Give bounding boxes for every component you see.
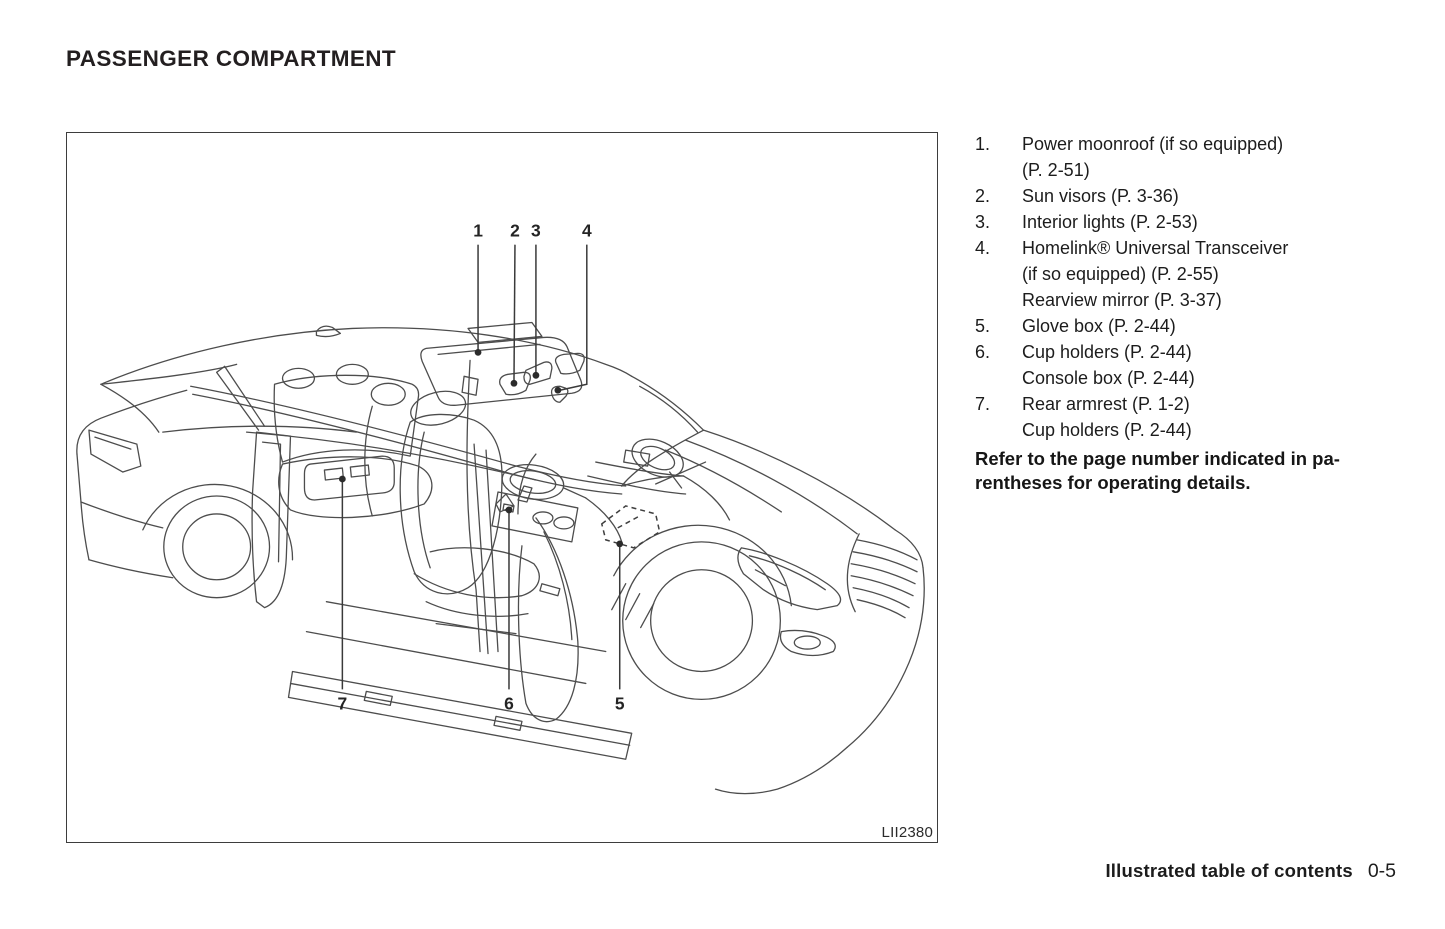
legend-item-text	[1022, 339, 1415, 391]
legend-line: Glove box (P. 2-44)	[1022, 316, 1176, 336]
moonroof-glass-panel	[468, 322, 542, 342]
callout-number-2: 2	[510, 220, 520, 241]
legend-item-text	[1022, 183, 1415, 209]
legend-item-1	[975, 131, 1415, 183]
legend-item-4	[975, 235, 1415, 313]
rear-door-frame	[217, 366, 265, 430]
antenna-fin	[316, 326, 340, 336]
callout-number-3: 3	[531, 220, 541, 241]
callout-number-7: 7	[337, 693, 348, 714]
front-wheel-arch	[614, 525, 792, 605]
rear-armrest	[304, 456, 394, 500]
grille-slat-1	[857, 540, 917, 560]
callout-number-6: 6	[504, 693, 514, 714]
front-door-frame	[518, 454, 536, 514]
dot-4	[554, 387, 561, 394]
fog-lamp-inner	[794, 636, 820, 649]
car-line-art	[77, 322, 924, 793]
callout-number-1: 1	[473, 220, 483, 241]
front-door-outline	[518, 518, 578, 722]
legend-item-text	[1022, 313, 1415, 339]
taillight	[89, 430, 141, 472]
leader-4	[560, 245, 587, 391]
legend-line: Cup holders (P. 2-44)	[1022, 342, 1192, 362]
rear-rim	[183, 514, 251, 580]
taillight-inner	[95, 437, 131, 449]
legend-item-number: 4.	[975, 238, 991, 258]
page-footer	[1105, 860, 1396, 883]
legend-item-number: 3.	[975, 212, 991, 232]
front-rim	[651, 570, 753, 672]
rear-armrest-cup-2	[350, 465, 369, 477]
cowl-to-fender	[684, 476, 730, 520]
front-seat-back-inner	[418, 432, 430, 568]
driver-seat-back	[365, 406, 372, 516]
footer-page-number: 0-5	[1367, 860, 1396, 882]
wiper	[656, 462, 706, 484]
sun-visor-right	[556, 353, 585, 374]
dash-line-1	[588, 476, 686, 494]
legend-item-3	[975, 209, 1415, 235]
rear-profile	[77, 454, 89, 560]
callout-number-5: 5	[614, 693, 625, 714]
legend-item-text	[1022, 209, 1415, 235]
front-fender-edge	[895, 530, 923, 568]
legend-item-2	[975, 183, 1415, 209]
a-pillar	[632, 376, 704, 430]
page-title: PASSENGER COMPARTMENT	[66, 46, 397, 71]
legend-line: (P. 2-51)	[1022, 160, 1090, 180]
dot-5	[616, 540, 623, 547]
leader-2	[514, 245, 515, 383]
dot-7	[339, 476, 346, 483]
splash-hatch	[612, 584, 654, 628]
legend-line: Cup holders (P. 2-44)	[1022, 420, 1192, 440]
roof-rail-inner	[193, 394, 622, 494]
parcel-shelf	[163, 426, 357, 432]
legend-item-5	[975, 313, 1415, 339]
legend-note	[975, 447, 1415, 494]
hood-edge	[704, 430, 896, 530]
floor-line-2	[326, 602, 605, 652]
cup-holder-2	[554, 517, 574, 529]
rear-bumper-lower	[89, 560, 173, 578]
rocker-sill	[288, 671, 631, 759]
windshield-inner	[640, 386, 698, 432]
dot-1	[475, 349, 482, 356]
legend-line: Power moonroof (if so equipped)	[1022, 134, 1284, 154]
legend-line: Homelink® Universal Transceiver	[1022, 238, 1289, 258]
side-mirror-glass	[509, 468, 558, 496]
seatbelt-anchor	[462, 376, 478, 395]
trunk-lid	[77, 390, 187, 454]
car-interior-illustration	[67, 133, 937, 842]
rear-deck-crease	[101, 364, 237, 384]
legend-item-number: 6.	[975, 342, 991, 362]
legend-item-text	[1022, 131, 1415, 183]
moonroof-opening	[421, 337, 582, 405]
legend-item-text	[1022, 235, 1415, 313]
glove-box-dashed-outline	[602, 506, 660, 548]
legend-item-number: 7.	[975, 394, 991, 414]
legend-item-number: 5.	[975, 316, 991, 336]
rear-headrest-2	[336, 364, 368, 384]
front-seat-back	[400, 414, 502, 593]
dot-2	[511, 380, 518, 387]
legend-line: Console box (P. 2-44)	[1022, 368, 1195, 388]
front-door-handle	[540, 584, 560, 596]
sill-step-1	[364, 691, 392, 705]
fog-lamp	[780, 630, 835, 655]
legend-item-text	[1022, 391, 1415, 443]
legend-item-number: 1.	[975, 134, 991, 154]
legend-line: Interior lights (P. 2-53)	[1022, 212, 1198, 232]
rear-tire	[164, 496, 270, 598]
front-bumper-bottom	[716, 747, 848, 793]
legend-note-line: Refer to the page number indicated in pa-	[975, 448, 1340, 469]
legend-item-6	[975, 339, 1415, 391]
figure-box	[66, 132, 938, 843]
front-bumper-side	[847, 568, 924, 747]
front-tire	[623, 542, 781, 700]
rear-door-panel	[252, 432, 290, 608]
legend-line: Rear armrest (P. 1-2)	[1022, 394, 1190, 414]
legend-list	[975, 131, 1415, 494]
side-mirror	[500, 461, 566, 503]
legend-item-7	[975, 391, 1415, 443]
footer-section-title: Illustrated table of contents	[1105, 860, 1353, 881]
legend-item-number: 2.	[975, 186, 991, 206]
rear-bumper-crease	[81, 502, 163, 528]
legend-line: (if so equipped) (P. 2-55)	[1022, 264, 1219, 284]
dot-3	[533, 372, 540, 379]
floor-line-1	[306, 632, 585, 684]
legend-note-line: rentheses for operating details.	[975, 471, 1251, 493]
dash-side	[586, 498, 622, 542]
legend-line: Sun visors (P. 3-36)	[1022, 186, 1179, 206]
legend-line: Rearview mirror (P. 3-37)	[1022, 290, 1222, 310]
callout-number-4: 4	[581, 220, 592, 241]
figure-code-label: LII2380	[878, 824, 933, 841]
driver-headrest	[371, 383, 405, 405]
dot-6	[506, 507, 513, 514]
